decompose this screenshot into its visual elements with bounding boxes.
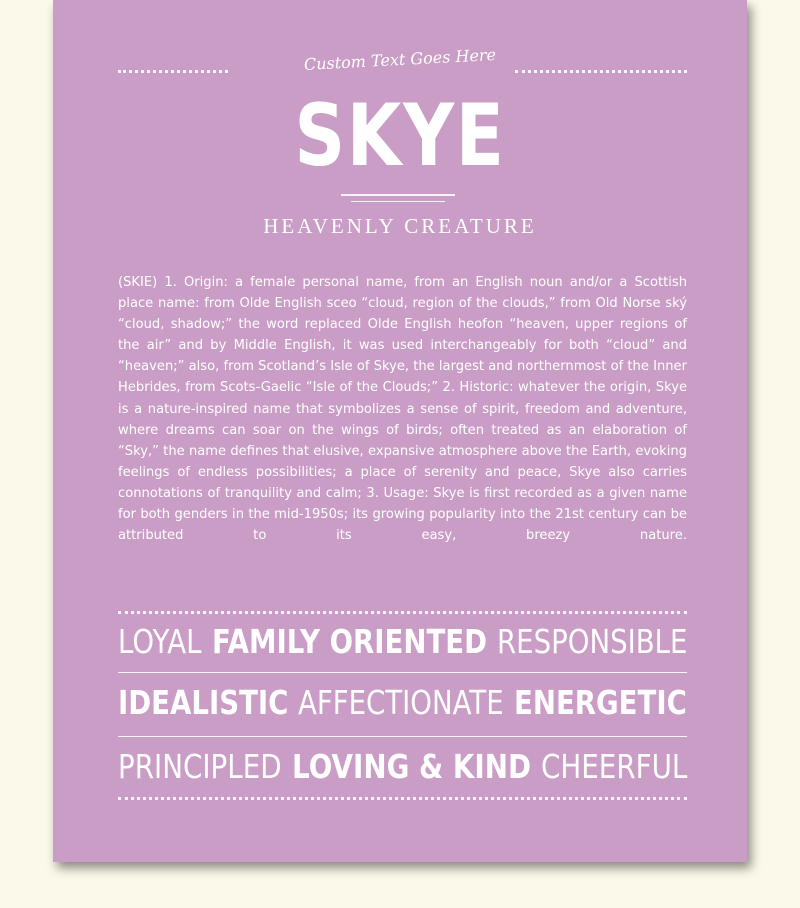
- name-poster: [53, 0, 747, 862]
- trait-word: FAMILY ORIENTED: [211, 622, 487, 661]
- name-meaning: HEAVENLY CREATURE: [263, 214, 537, 238]
- trait-row-3: [118, 747, 687, 786]
- trait-word: IDEALISTIC: [118, 683, 289, 722]
- trait-row-1: [118, 622, 687, 661]
- trait-word: LOVING & KIND: [291, 747, 531, 786]
- trait-word: RESPONSIBLE: [496, 622, 687, 661]
- trait-word: ENERGETIC: [514, 683, 688, 722]
- name-definition: [118, 272, 687, 546]
- trait-word: PRINCIPLED: [118, 747, 282, 786]
- name-underline-top: [341, 194, 455, 196]
- top-right-dotted-divider: [515, 70, 687, 73]
- trait-word: AFFECTIONATE: [298, 683, 505, 722]
- trait-row-separator-2: [118, 736, 687, 737]
- trait-row-separator-1: [118, 672, 687, 673]
- traits-bottom-dotted-divider: [118, 797, 687, 800]
- poster-name-title: SKYE: [294, 86, 506, 186]
- traits-top-dotted-divider: [118, 611, 687, 614]
- custom-text: Custom Text Goes Here: [303, 44, 497, 75]
- definition-text: (SKIE) 1. Origin: a female personal name, from an English noun and/or a Scottish place name: from Olde English sceo “cloud, region of the clouds,” from Old Norse ský “cloud, shadow;” the word replaced Olde English heofon “heaven, upper regions of the air” and by Middle English, it was used interchangeably for both “cloud” and “heaven;” also, from Scotland’s Isle of Skye, the largest and northernmost of the Inner Hebrides, from Scots-Gaelic “Isle of the Clouds;” 2. Historic: whatever the origin, Skye is a nature-inspired name that symbolizes a sense of spirit, freedom and adventure, where dreams can soar on the wings of birds; often treated as an elaboration of “Sky,” the name defines that elusive, expansive atmosphere above the Earth, evoking feelings of endless possibilities; a place of serenity and peace, Skye also carries connotations of tranquility and calm; 3. Usage: Skye is first recorded as a given name for both genders in the mid-1950s; its growing popularity into the 21st century can be attributed to its easy, breezy nature.: [118, 275, 687, 544]
- trait-word: LOYAL: [118, 622, 202, 661]
- trait-row-2: [118, 683, 687, 722]
- name-underline-bottom: [351, 201, 445, 202]
- trait-word: CHEERFUL: [540, 747, 688, 786]
